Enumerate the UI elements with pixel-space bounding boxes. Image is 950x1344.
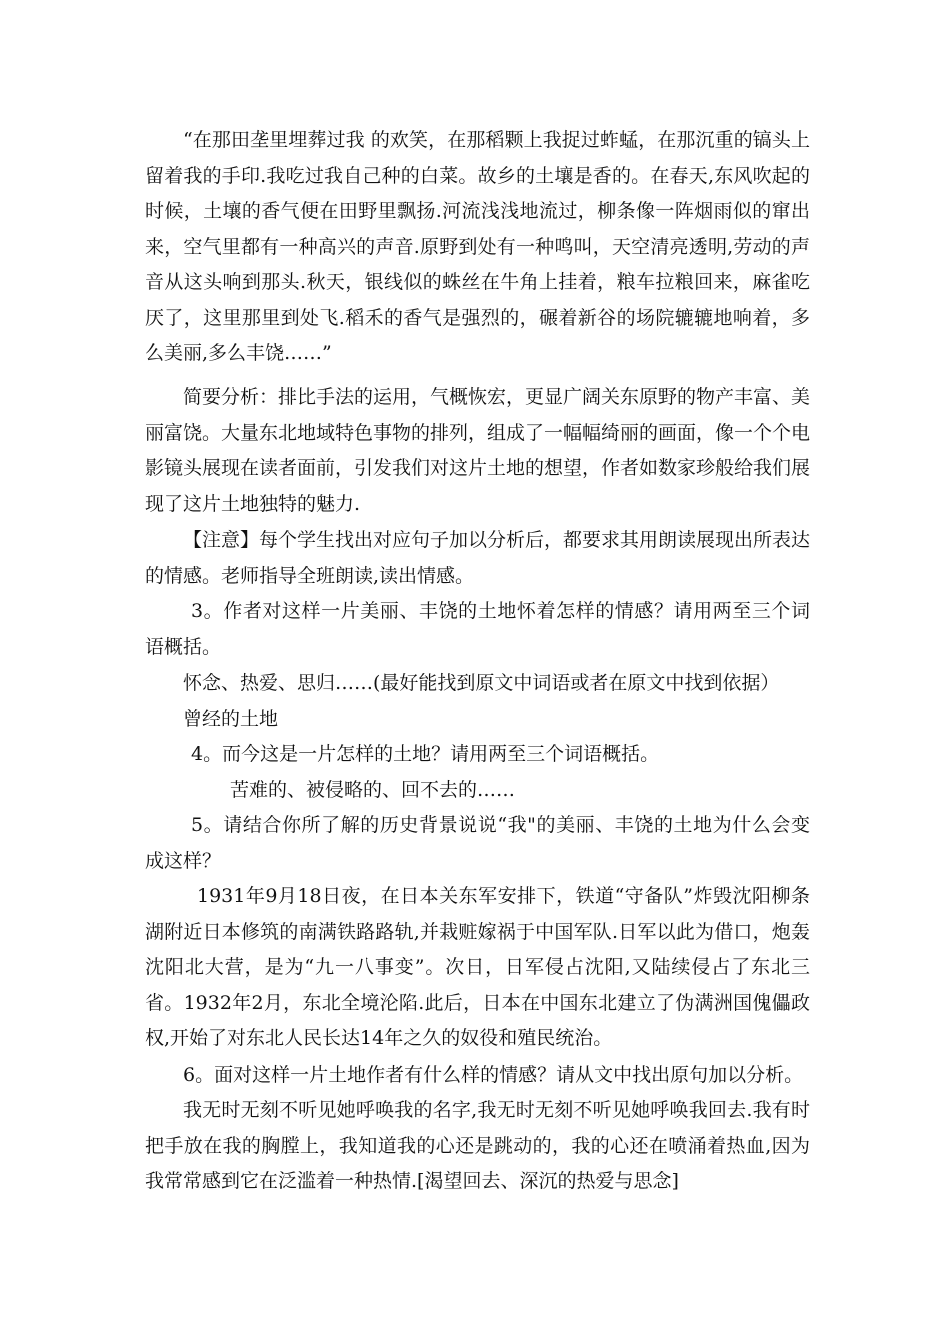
history-paragraph: 1931年9月18日夜，在日本关东军安排下，铁道“守备队”炸毁沈阳柳条湖附近日本修筑的南满铁路路轨,并栽赃嫁祸于中国军队.日军以此为借口，炮轰沈阳北大营，是为“九一八事变”。次日，日军侵占沈阳,又陆续侵占了东北三省。1932年2月，东北全境沦陷.此后，日本在中国东北建立了伪满洲国傀儡政权,开始了对东北人民长达14年之久的奴役和殖民统治。 (145, 885, 810, 1049)
question-5: 5。请结合你所了解的历史背景说说“我"的美丽、丰饶的土地为什么会变成这样？ (145, 814, 810, 872)
note-paragraph: 【注意】每个学生找出对应句子加以分析后，都要求其用朗读展现出所表达的情感。老师指导全班朗读,读出情感。 (145, 529, 811, 587)
question-3: 3。作者对这样一片美丽、丰饶的土地怀着怎样的情感？请用两至三个词语概括。 (145, 600, 810, 658)
answer-3: 怀念、热爱、思归……(最好能找到原文中词语或者在原文中找到依据） (183, 672, 780, 694)
analysis-paragraph: 简要分析：排比手法的运用，气概恢宏，更显广阔关东原野的物产丰富、美丽富饶。大量东北地域特色事物的排列，组成了一幅幅绮丽的画面，像一个个电影镜头展现在读者面前，引发我们对这片土地的想望，作者如数家珍般给我们展现了这片土地独特的魅力. (145, 386, 811, 515)
quote-passage: “在那田垄里埋葬过我 的欢笑，在那稻颗上我捉过蚱蜢，在那沉重的镐头上留着我的手印.我吃过我自己种的白菜。故乡的土壤是香的。在春天,东风吹起的时候，土壤的香气便在田野里飘扬.河流浅浅地流过，柳条像一阵烟雨似的窜出来，空气里都有一种高兴的声音.原野到处有一种鸣叫，天空清亮透明,劳动的声音从这头响到那头.秋天，银线似的蛛丝在牛角上挂着，粮车拉粮回来，麻雀吃厌了，这里那里到处飞.稻禾的香气是强烈的，碾着新谷的场院辘辘地响着，多么美丽,多么丰饶……” (145, 129, 810, 364)
question-6: 6。面对这样一片土地作者有什么样的情感？请从文中找出原句加以分析。 (183, 1064, 804, 1086)
answer-6-paragraph: 我无时无刻不听见她呼唤我的名字,我无时无刻不听见她呼唤我回去.我有时把手放在我的胸膛上，我知道我的心还是跳动的，我的心还在喷涌着热血,因为我常常感到它在泛滥着一种热情.[渴望回去、深沉的热爱与思念] (145, 1099, 810, 1192)
answer-4: 苦难的、被侵略的、回不去的…… (230, 779, 516, 801)
question-4: 4。而今这是一片怎样的土地？请用两至三个词语概括。 (191, 743, 660, 765)
label-former-land: 曾经的土地 (183, 708, 279, 730)
